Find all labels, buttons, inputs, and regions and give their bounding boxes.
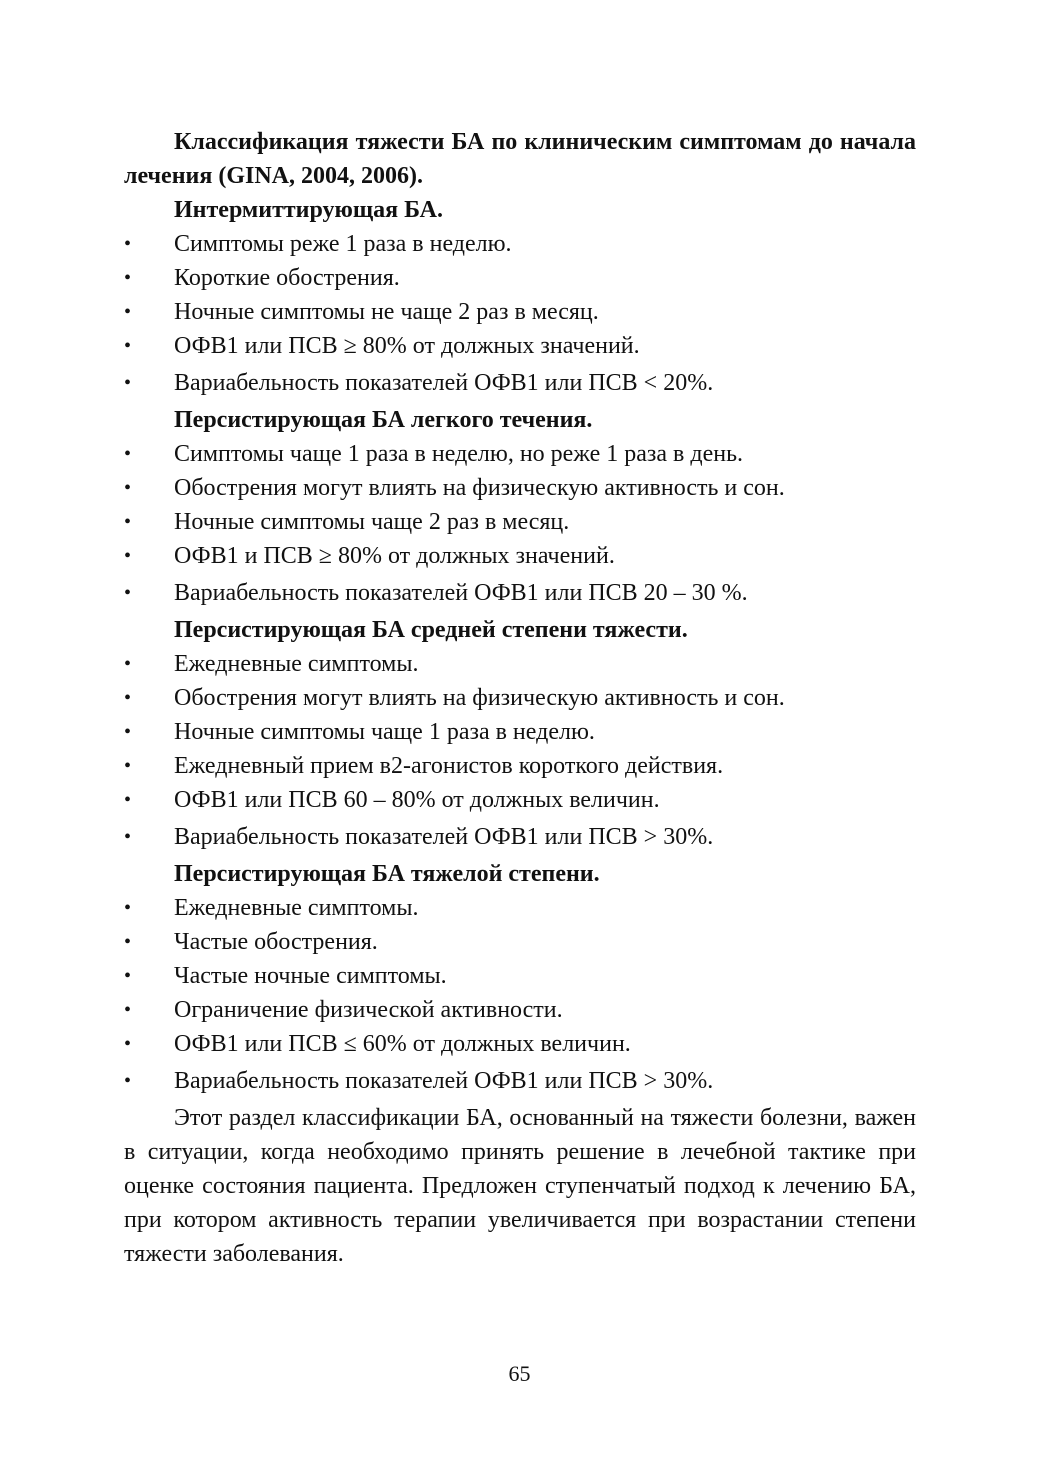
list-item (124, 1027, 916, 1061)
list-item (124, 437, 916, 471)
bullet-icon: • (124, 477, 132, 499)
list-item (124, 227, 916, 261)
list-item-text: Вариабельность показателей ОФВ1 или ПСВ > 30%. (174, 1068, 714, 1094)
list-item (124, 505, 916, 539)
bullet-icon: • (124, 545, 132, 567)
section-heading: Персистирующая БА средней степени тяжести. (174, 617, 688, 643)
list-item (124, 783, 916, 817)
bullet-icon: • (124, 301, 132, 323)
section-moderate-persistent (124, 613, 916, 857)
bullet-icon: • (124, 511, 132, 533)
bullet-icon: • (124, 582, 132, 604)
classification-title: Классификация тяжести БА по клиническим симптомам до начала лечения (GINA, 2004, 2006). (124, 129, 916, 189)
list-item-text: Ночные симптомы не чаще 2 раз в месяц. (174, 299, 599, 325)
bullet-list (124, 891, 916, 1101)
list-item-text: Короткие обострения. (174, 265, 400, 291)
bullet-icon: • (124, 721, 132, 743)
section-intermittent (124, 193, 916, 403)
list-item-text: Ежедневные симптомы. (174, 895, 419, 921)
list-item (124, 573, 916, 613)
list-item (124, 749, 916, 783)
list-item-text: ОФВ1 и ПСВ ≥ 80% от должных значений. (174, 543, 615, 569)
list-item-text: Обострения могут влиять на физическую активность и сон. (174, 475, 785, 501)
page-number: 65 (508, 1361, 531, 1386)
bullet-icon: • (124, 233, 132, 255)
bullet-icon: • (124, 335, 132, 357)
bullet-icon: • (124, 372, 132, 394)
list-item-text: ОФВ1 или ПСВ 60 – 80% от должных величин. (174, 787, 660, 813)
list-item-text: Обострения могут влиять на физическую активность и сон. (174, 685, 785, 711)
section-mild-persistent (124, 403, 916, 613)
section-heading: Персистирующая БА тяжелой степени. (174, 861, 600, 887)
bullet-list (124, 227, 916, 403)
bullet-icon: • (124, 267, 132, 289)
summary-paragraph: Этот раздел классификации БА, основанный на тяжести болезни, важен в ситуации, когда необходимо принять решение в лечебной тактике при оценке состояния пациента. Предложен ступенчатый подход к лечению БА, при котором активность терапии увеличивается при возрастании степени тяжести заболевания. (124, 1105, 916, 1267)
list-item-text: Ночные симптомы чаще 1 раза в неделю. (174, 719, 595, 745)
list-item-text: Ежедневные симптомы. (174, 651, 419, 677)
list-item (124, 539, 916, 573)
list-item-text: Вариабельность показателей ОФВ1 или ПСВ > 30%. (174, 824, 714, 850)
list-item-text: Симптомы чаще 1 раза в неделю, но реже 1 раза в день. (174, 441, 744, 467)
list-item (124, 1061, 916, 1101)
bullet-icon: • (124, 687, 132, 709)
list-item-text: ОФВ1 или ПСВ ≥ 80% от должных значений. (174, 333, 640, 359)
list-item-text: Вариабельность показателей ОФВ1 или ПСВ < 20%. (174, 370, 714, 396)
list-item (124, 959, 916, 993)
list-item (124, 363, 916, 403)
bullet-icon: • (124, 897, 132, 919)
list-item-text: Ограничение физической активности. (174, 997, 563, 1023)
list-item-text: Частые обострения. (174, 929, 378, 955)
section-severe-persistent (124, 857, 916, 1101)
list-item (124, 647, 916, 681)
bullet-icon: • (124, 1033, 132, 1055)
bullet-icon: • (124, 931, 132, 953)
bullet-icon: • (124, 965, 132, 987)
list-item (124, 993, 916, 1027)
section-heading: Персистирующая БА легкого течения. (174, 407, 593, 433)
bullet-icon: • (124, 755, 132, 777)
list-item-text: Вариабельность показателей ОФВ1 или ПСВ 20 – 30 %. (174, 580, 748, 606)
section-heading: Интермиттирующая БА. (174, 197, 444, 223)
list-item-text: Ежедневный прием в2-агонистов короткого действия. (174, 753, 724, 779)
page-content (124, 125, 916, 1271)
list-item (124, 329, 916, 363)
bullet-icon: • (124, 826, 132, 848)
list-item (124, 715, 916, 749)
bullet-icon: • (124, 653, 132, 675)
bullet-icon: • (124, 999, 132, 1021)
list-item-text: Ночные симптомы чаще 2 раз в месяц. (174, 509, 570, 535)
list-item (124, 261, 916, 295)
bullet-list (124, 647, 916, 857)
list-item-text: ОФВ1 или ПСВ ≤ 60% от должных величин. (174, 1031, 631, 1057)
list-item (124, 681, 916, 715)
bullet-icon: • (124, 1070, 132, 1092)
list-item (124, 925, 916, 959)
list-item (124, 817, 916, 857)
bullet-list (124, 437, 916, 613)
bullet-icon: • (124, 443, 132, 465)
list-item (124, 295, 916, 329)
list-item (124, 891, 916, 925)
list-item (124, 471, 916, 505)
list-item-text: Симптомы реже 1 раза в неделю. (174, 231, 512, 257)
list-item-text: Частые ночные симптомы. (174, 963, 447, 989)
bullet-icon: • (124, 789, 132, 811)
